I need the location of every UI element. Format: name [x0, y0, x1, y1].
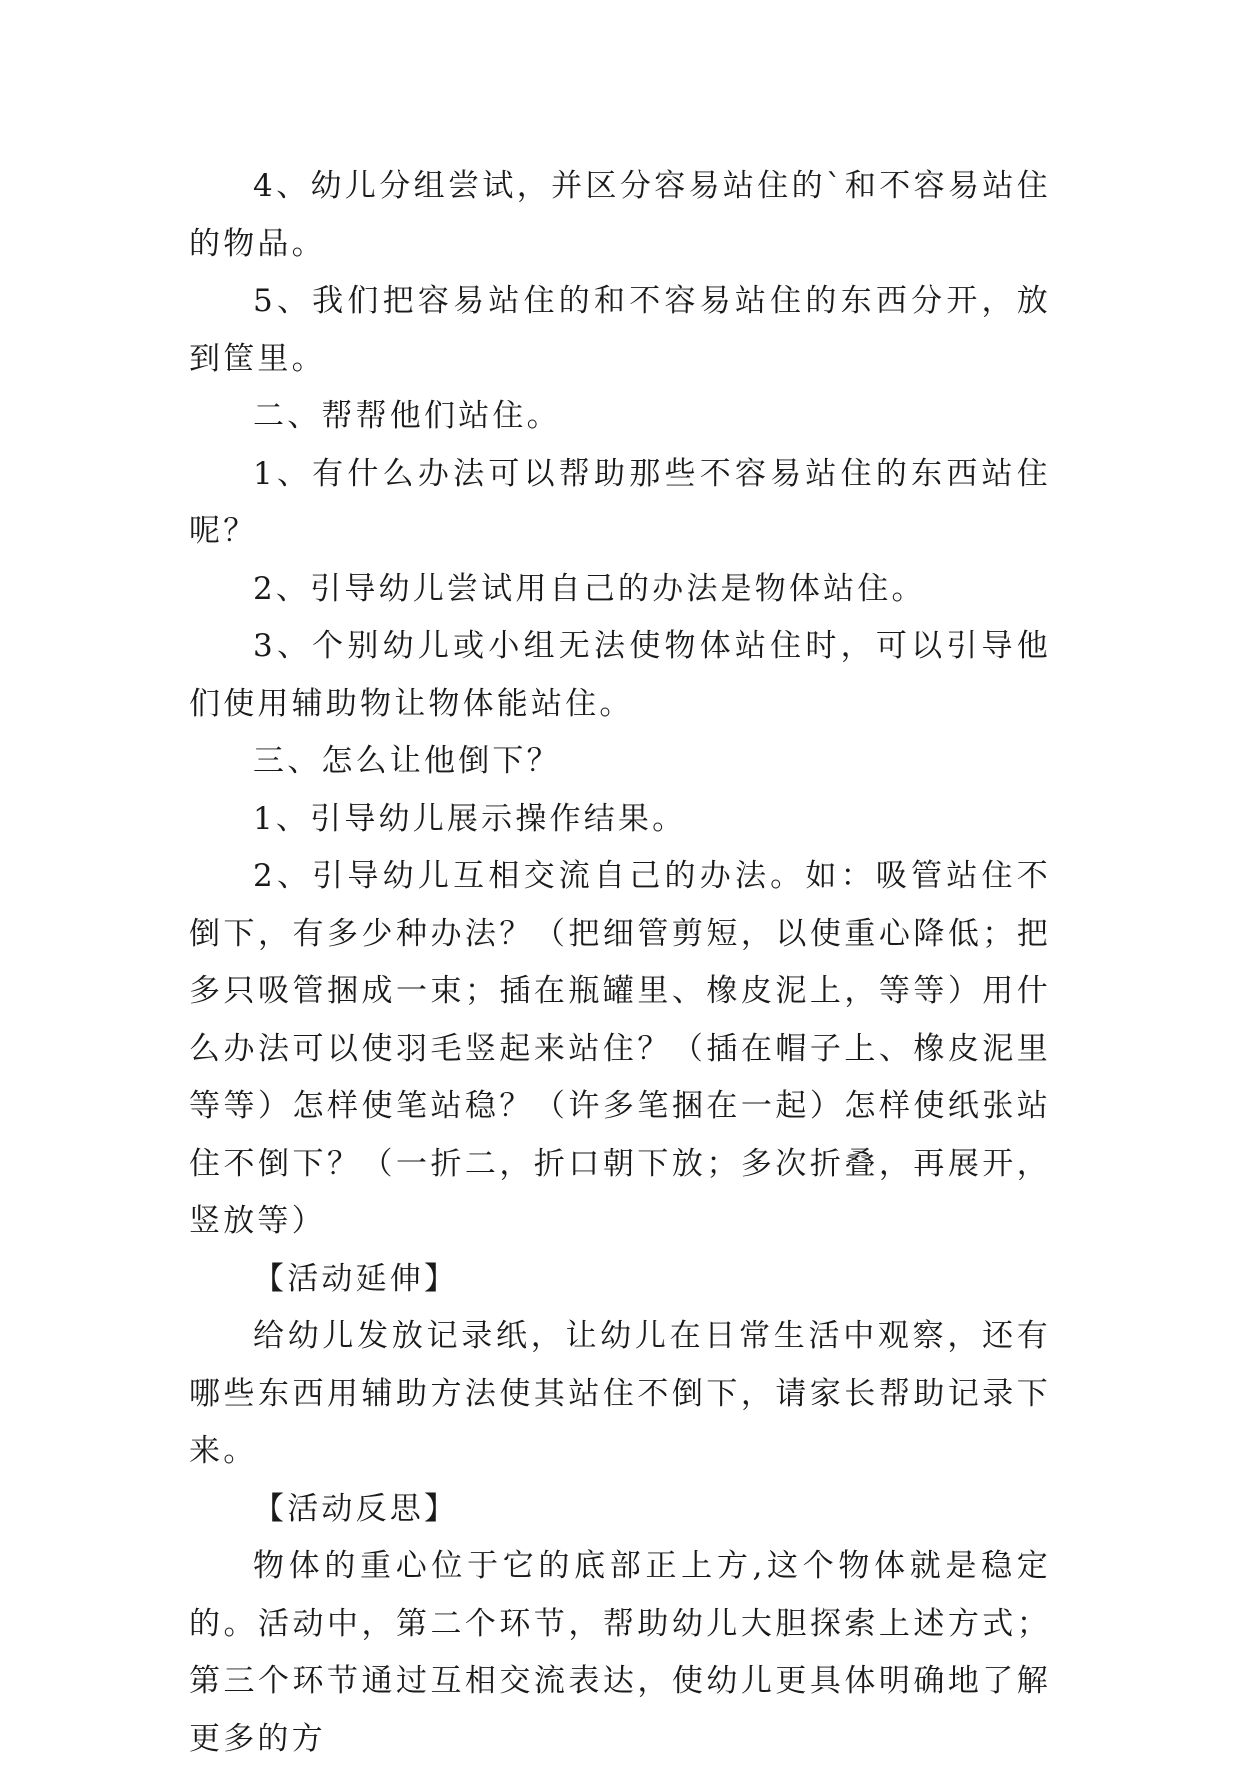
section-heading-extension: 【活动延伸】: [253, 1260, 459, 1297]
section-heading-fall-down: 三、怎么让他倒下？: [253, 743, 561, 779]
paragraph-question-1: 1、有什么办法可以帮助那些不容易站住的东西站住呢？: [189, 455, 1051, 549]
paragraph-extension: 给幼儿发放记录纸，让幼儿在日常生活中观察，还有哪些东西用辅助方法使其站住不倒下，请家长帮助记录下来。: [189, 1318, 1051, 1469]
paragraph-guide-3: 3、个别幼儿或小组无法使物体站住时，可以引导他们使用辅助物让物体能站住。: [189, 628, 1051, 722]
paragraph-show-results: 1、引导幼儿展示操作结果。: [253, 800, 687, 837]
paragraph-step-4: 4、幼儿分组尝试，并区分容易站住的`和不容易站住的物品。: [189, 168, 1051, 262]
document-body: [189, 158, 1051, 1768]
paragraph-step-5: 5、我们把容易站住的和不容易站住的东西分开，放到筐里。: [189, 283, 1051, 377]
paragraph-exchange-methods: 2、引导幼儿互相交流自己的办法。如：吸管站住不倒下，有多少种办法？（把细管剪短，以使重心降低；把多只吸管捆成一束；插在瓶罐里、橡皮泥上，等等）用什么办法可以使羽毛竖起来站住？（插在帽子上、橡皮泥里等等）怎样使笔站稳？（许多笔捆在一起）怎样使纸张站住不倒下？（一折二，折口朝下放；多次折叠，再展开，竖放等）: [189, 858, 1051, 1239]
paragraph-reflection: 物体的重心位于它的底部正上方,这个物体就是稳定的。活动中，第二个环节，帮助幼儿大胆探索上述方式；第三个环节通过互相交流表达，使幼儿更具体明确地了解更多的方: [189, 1548, 1051, 1757]
section-heading-reflection: 【活动反思】: [253, 1490, 459, 1527]
paragraph-guide-2: 2、引导幼儿尝试用自己的办法是物体站住。: [253, 570, 926, 607]
section-heading-help-stand: 二、帮帮他们站住。: [253, 398, 561, 434]
